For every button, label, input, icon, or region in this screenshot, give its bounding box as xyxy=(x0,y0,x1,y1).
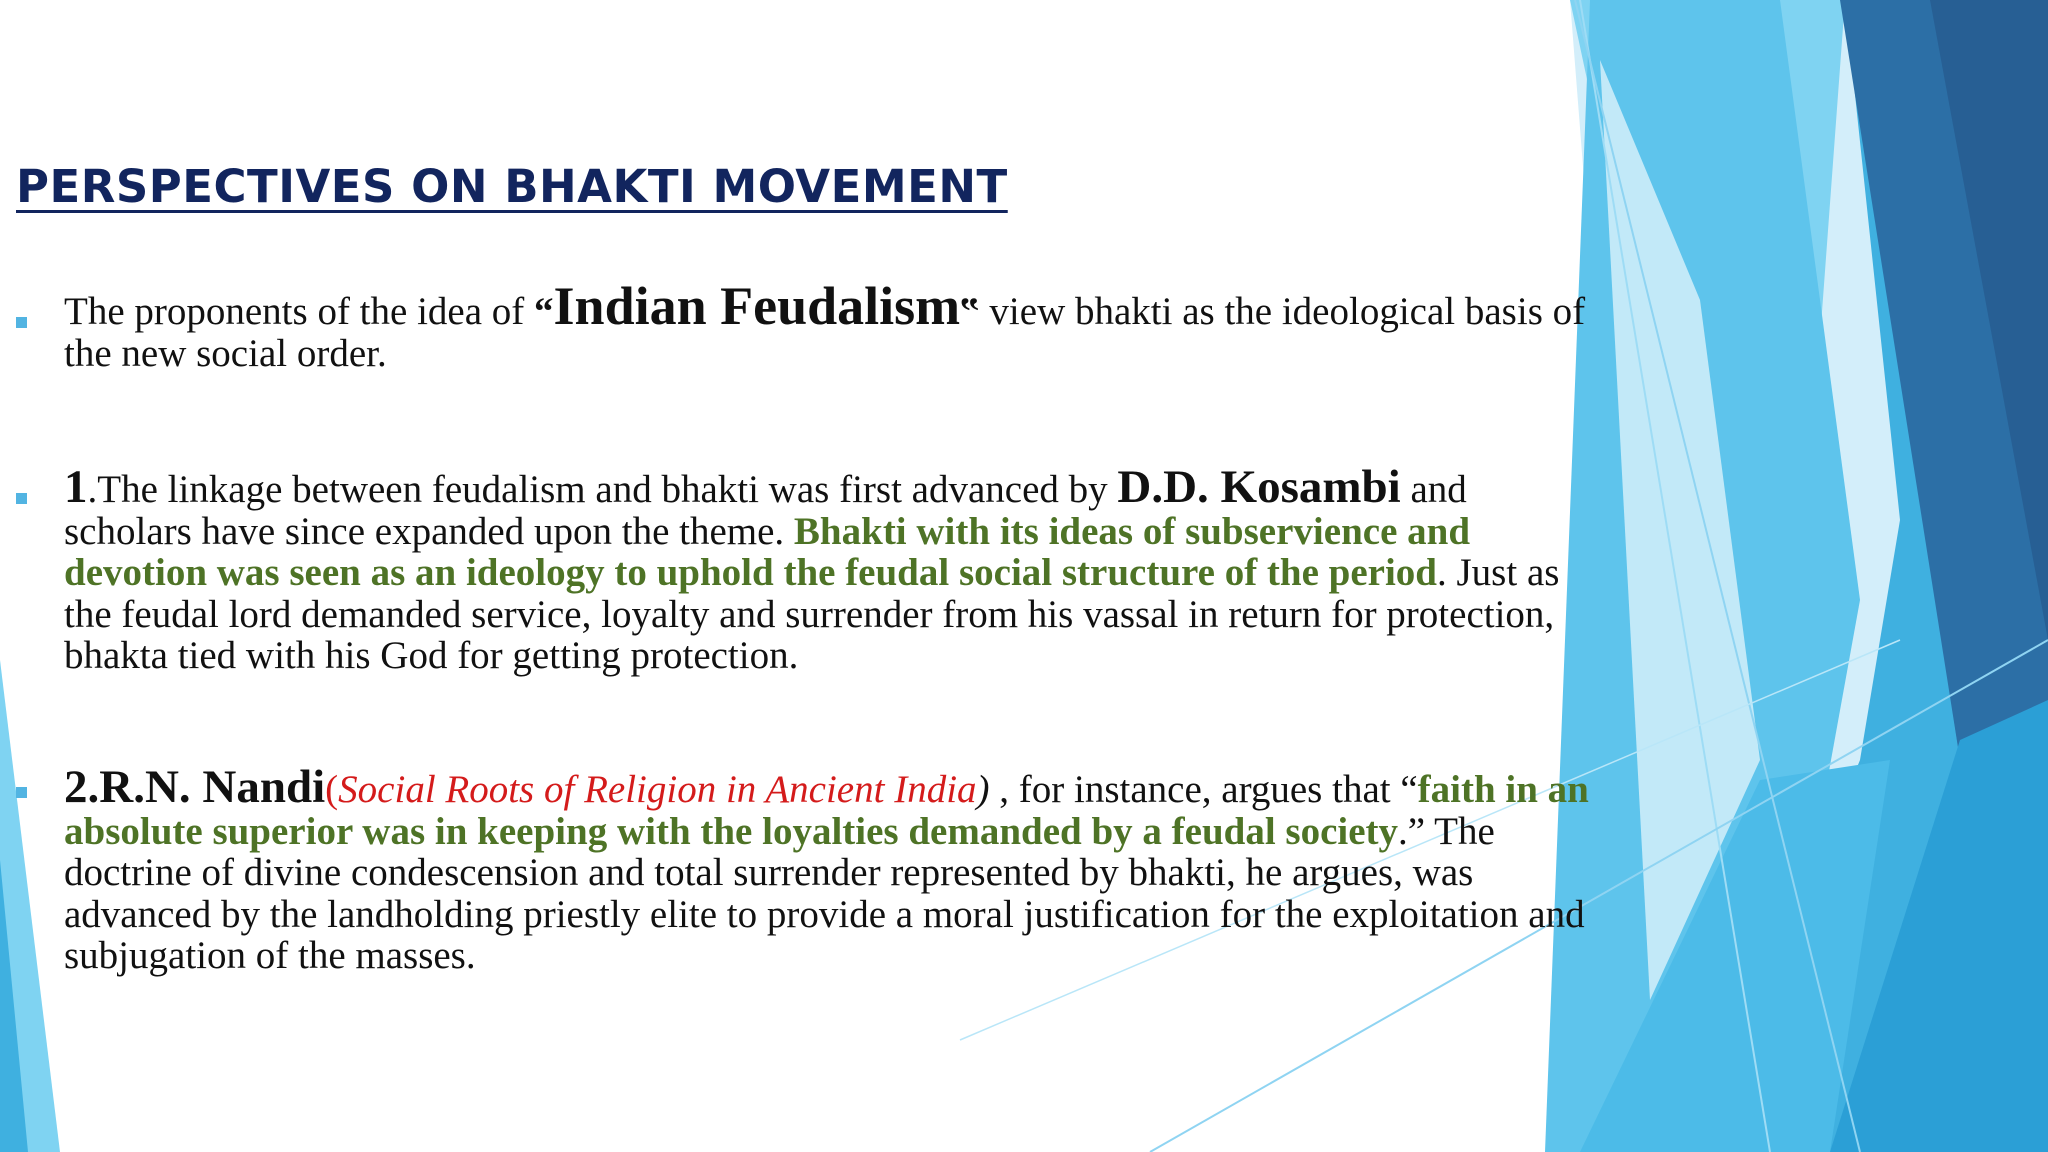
bullet-3-author: 2.R.N. Nandi xyxy=(64,761,326,813)
bullet-3-close-paren: ) xyxy=(976,768,990,811)
slide-title: PERSPECTIVES ON BHAKTI MOVEMENT xyxy=(16,160,1008,213)
bullet-3-open-paren: ( xyxy=(325,768,339,811)
bullet-1-pre: The proponents of the idea of xyxy=(64,290,535,333)
bullet-2-author: D.D. Kosambi xyxy=(1117,461,1401,513)
bullet-2 xyxy=(64,461,1604,677)
bullet-marker-1 xyxy=(16,317,27,328)
bullet-2-pre: .The linkage between feudalism and bhakti was first advanced by xyxy=(87,468,1118,511)
bullet-marker-2 xyxy=(16,493,27,504)
bullet-1-term: Indian Feudalism xyxy=(553,276,961,336)
bullet-2-post: . Just as the feudal lord demanded service, loyalty and surrender from his vassal in return for protection, bhakta tied with his God for getting protection. xyxy=(64,551,1560,677)
bullet-3-highlight: faith in an absolute superior was in keeping with the loyalties demanded by a feudal society xyxy=(64,768,1589,853)
bullet-1-close-quote: ‟ xyxy=(960,290,980,333)
bullet-1-open-quote: “ xyxy=(534,290,554,333)
bullet-3-post: .” The doctrine of divine condescension and total surrender represented by bhakti, he argues, was advanced by the landholding priestly elite to provide a moral justification for the exploitation and subjugation of the masses. xyxy=(64,809,1585,977)
bullet-3 xyxy=(64,761,1604,977)
bullet-1-post: view bhakti as the ideological basis of the new social order. xyxy=(64,290,1586,375)
bullet-3-pre: , for instance, argues that “ xyxy=(989,768,1418,811)
bullet-3-book-title: Social Roots of Religion in Ancient India xyxy=(338,768,977,811)
bullet-2-highlight: Bhakti with its ideas of subservience and devotion was seen as an ideology to uphold the feudal social structure of the period xyxy=(64,509,1471,594)
bullet-2-mid: and scholars have since expanded upon the theme. xyxy=(64,468,1467,553)
bullet-1 xyxy=(64,276,1604,375)
bullet-2-number: 1 xyxy=(64,461,88,513)
bullet-marker-3 xyxy=(16,787,27,798)
